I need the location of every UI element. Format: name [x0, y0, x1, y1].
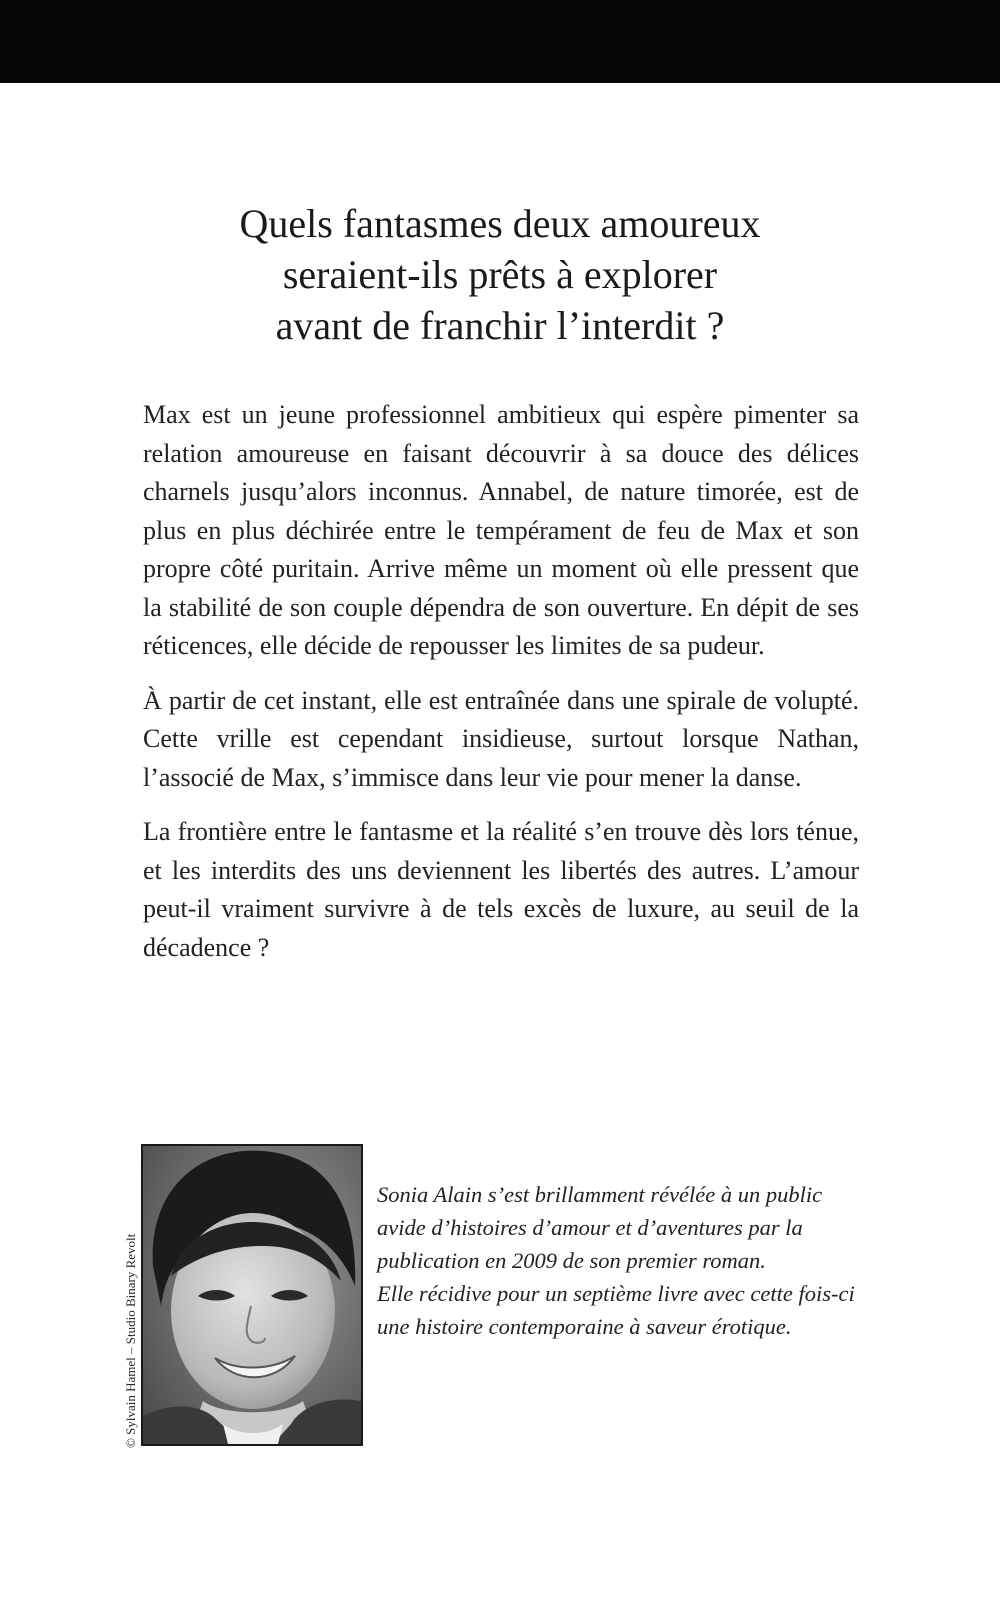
- photo-credit: © Sylvain Hamel – Studio Binary Revolt: [123, 1233, 138, 1448]
- headline-line-1: Quels fantasmes deux amoureux: [239, 201, 761, 246]
- blurb-paragraph-2: À partir de cet instant, elle est entraînée dans une spirale de volupté. Cette vrille est cependant insidieuse, surtout lorsque Nathan, l’associé de Max, s’immisce dans leur vie pour mener la danse.: [143, 685, 859, 792]
- blurb-paragraph-1: Max est un jeune professionnel ambitieux qui espère pimenter sa relation amoureuse en faisant découvrir à sa douce des délices charnels jusqu’alors inconnus. Annabel, de nature timorée, est de plus en plus déchirée entre le tempérament de feu de Max et son propre côté puritain. Arrive même un moment où elle pressent que la stabilité de son couple dépendra de son ouverture. En dépit de ses réticences, elle décide de repousser les limites de sa pudeur.: [143, 400, 859, 660]
- headline-line-3: avant de franchir l’interdit ?: [275, 303, 725, 348]
- author-bio-line-4: Elle récidive pour un septième livre avec cette fois-ci: [377, 1281, 855, 1306]
- author-bio-line-2: avide d’histoires d’amour et d’aventures par la: [377, 1215, 803, 1240]
- author-bio-line-5: une histoire contemporaine à saveur érotique.: [377, 1314, 792, 1339]
- headline: [0, 198, 1000, 351]
- author-bio-line-1: Sonia Alain s’est brillamment révélée à un public: [377, 1182, 823, 1207]
- author-photo: [141, 1144, 363, 1446]
- blurb-paragraph-3: La frontière entre le fantasme et la réalité s’en trouve dès lors ténue, et les interdits des uns deviennent les libertés des autres. L’amour peut-il vraiment survivre à de tels excès de luxure, au seuil de la décadence ?: [143, 817, 859, 962]
- top-black-band: [0, 0, 1000, 83]
- headline-line-2: seraient-ils prêts à explorer: [282, 252, 718, 297]
- back-cover-blurb: [143, 396, 859, 983]
- author-bio: [377, 1178, 855, 1343]
- author-bio-line-3: publication en 2009 de son premier roman.: [377, 1248, 766, 1273]
- author-portrait-image: [143, 1146, 361, 1444]
